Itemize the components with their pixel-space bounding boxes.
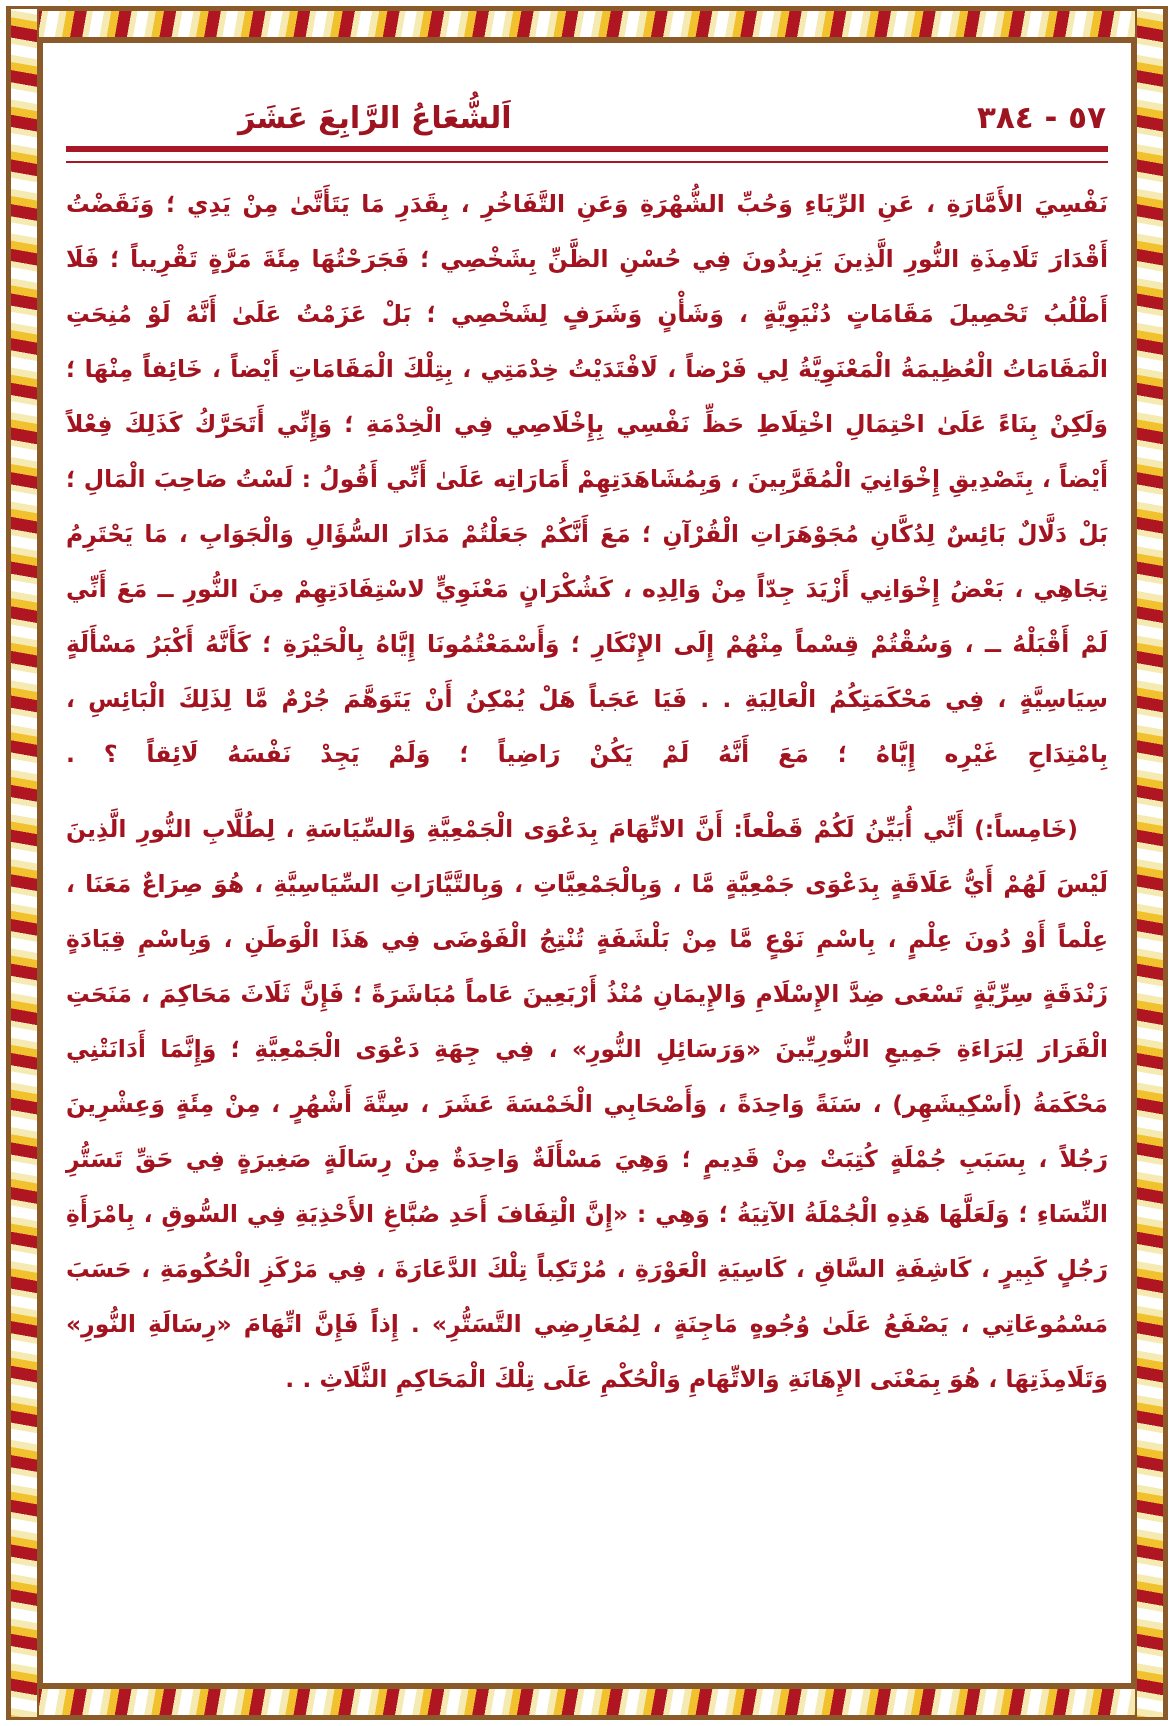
body-text: [62, 163, 1112, 1407]
paragraph-2: (خَامِساً:) أَنِّي أُبَيِّنُ لَكُمْ قَطْعاً: أَنَّ الاتِّهَامَ بِدَعْوَى الْجَمْعِيَّةِ وَالسِّيَاسَةِ ، لِطُلَّابِ النُّورِ الَّذِينَ لَيْسَ لَهُمْ أَيُّ عَلَاقَةٍ بِدَعْوَى جَمْعِيَّةٍ مَّا ، وَبِالْجَمْعِيَّاتِ ، وَبِالتَّيَّارَاتِ السِّيَاسِيَّةِ ، هُوَ صِرَاعٌ مَعَنَا ، عِلْماً أَوْ دُونَ عِلْمٍ ، بِاسْمِ نَوْعٍ مَّا مِنْ بَلْشَفَةٍ تُنْتِجُ الْفَوْضَى فِي هَذَا الْوَطَنِ ، وَبِاسْمِ قِيَادَةٍ زَنْدَقَةٍ سِرِّيَّةٍ تَسْعَى ضِدَّ الإِسْلَامِ وَالإِيمَانِ مُنْذُ أَرْبَعِينَ عَاماً مُبَاشَرَةً ؛ فَإِنَّ ثَلَاثَ مَحَاكِمَ ، مَنَحَتِ الْقَرَارَ لِبَرَاءَةِ جَمِيعِ النُّورِيِّينَ «وَرَسَائِلِ النُّورِ» ، فِي جِهَةِ دَعْوَى الْجَمْعِيَّةِ ؛ وَإِنَّمَا أَدَانَتْنِي مَحْكَمَةُ (أَسْكِيشَهِر) ، سَنَةً وَاحِدَةً ، وَأَصْحَابِي الْخَمْسَةَ عَشَرَ ، سِتَّةَ أَشْهُرٍ ، مِنْ مِئَةٍ وَعِشْرِينَ رَجُلاً ، بِسَبَبِ جُمْلَةٍ كُتِبَتْ مِنْ قَدِيمٍ ؛ وَهِيَ مَسْأَلَةٌ وَاحِدَةٌ مِنْ رِسَالَةٍ صَغِيرَةٍ فِي حَقِّ تَسَتُّرِ النِّسَاءِ ؛ وَلَعَلَّهَا هَذِهِ الْجُمْلَةُ الآتِيَةُ ؛ وَهِي : «إِنَّ الْتِفَافَ أَحَدِ صُبَّاغِ الأَحْذِيَةِ فِي السُّوقِ ، بِامْرَأَةِ رَجُلٍ كَبِيرٍ ، كَاشِفَةِ السَّاقِ ، كَاسِيَةِ الْعَوْرَةِ ، مُرْتَكِباً تِلْكَ الدَّعَارَةَ ، فِي مَرْكَزِ الْحُكُومَةِ ، حَسَبَ مَسْمُوعَاتِي ، يَصْفَعُ عَلَىٰ وُجُوهٍ مَاجِنَةٍ ، لِمُعَارِضِي التَّسَتُّرِ» . إِذاً فَإِنَّ اتِّهَامَ «رِسَالَةِ النُّورِ» وَتَلَامِذَتِهَا ، هُوَ بِمَعْنَى الإِهَانَةِ وَالاتِّهَامِ وَالْحُكْمِ عَلَى تِلْكَ الْمَحَاكِمِ الثَّلَاثِ . .: [66, 815, 1108, 1393]
page-number: ٥٧ - ٣٨٤: [976, 100, 1106, 136]
ornamental-border-top: [9, 9, 1165, 39]
ornamental-border-bottom: [9, 1687, 1165, 1717]
chapter-title: اَلشُّعَاعُ الرَّابِعَ عَشَرَ: [238, 101, 512, 136]
page-content: [48, 48, 1126, 1678]
header-divider-rule: [66, 146, 1108, 163]
ornamental-border-left: [9, 9, 39, 1717]
paragraph-1: نَفْسِيَ الأَمَّارَةِ ، عَنِ الرِّيَاءِ وَحُبِّ الشُّهْرَةِ وَعَنِ التَّفَاخُرِ ، بِقَدَرِ مَا يَتَأَتَّىٰ مِنْ يَدِي ؛ وَنَقَضْتُ أَقْدَارَ تَلَامِذَةِ النُّورِ الَّذِينَ يَزِيدُونَ فِي حُسْنِ الظَّنِّ بِشَخْصِي ؛ فَجَرَحْتُهَا مِئَةَ مَرَّةٍ تَقْرِيباً ؛ فَلَا أَطْلُبُ تَحْصِيلَ مَقَامَاتٍ دُنْيَوِيَّةٍ ، وَشَأْنٍ وَشَرَفٍ لِشَخْصِي ؛ بَلْ عَزَمْتُ عَلَىٰ أَنَّهُ لَوْ مُنِحَتِ الْمَقَامَاتُ الْعُظِيمَةُ الْمَعْنَوِيَّةُ لِي فَرْضاً ، لَافْتَدَيْتُ خِدْمَتِي ، بِتِلْكَ الْمَقَامَاتِ أَيْضاً ، خَائِفاً مِنْهَا ؛ وَلَكِنْ بِنَاءً عَلَىٰ احْتِمَالِ اخْتِلَاطِ حَظِّ نَفْسِي بِإِخْلَاصِي فِي الْخِدْمَةِ ؛ وَإِنِّي أَتَحَرَّكُ كَذَلِكَ فِعْلاً أَيْضاً ، بِتَصْدِيقِ إِخْوَانِيَ الْمُقَرَّبِينَ ، وَبِمُشَاهَدَتِهِمْ أَمَارَاتِه عَلَىٰ أَنِّي أَقُولُ : لَسْتُ صَاحِبَ الْمَالِ ؛ بَلْ دَلَّالٌ بَائِسٌ لِدُكَّانِ مُجَوْهَرَاتِ الْقُرْآنِ ؛ مَعَ أَنَّكُمْ جَعَلْتُمْ مَدَارَ السُّؤَالِ وَالْجَوَابِ ، مَا يَحْتَرِمُ تِجَاهِي ، بَعْضُ إِخْوَانِي أَزْيَدَ جِدّاً مِنْ وَالِدِه ، كَشُكْرَانٍ مَعْنَوِيٍّ لاسْتِفَادَتِهِمْ مِنَ النُّورِ ــ مَعَ أَنِّي لَمْ أَقْبَلْهُ ــ ، وَسُقْتُمْ قِسْماً مِنْهُمْ إِلَى الإِنْكَارِ ؛ وَأَسْمَعْتُمُونَا إِيَّاهُ بِالْحَيْرَةِ ؛ كَأَنَّهُ أَكْبَرُ مَسْأَلَةٍ سِيَاسِيَّةٍ ، فِي مَحْكَمَتِكُمُ الْعَالِيَةِ . . فَيَا عَجَباً هَلْ يُمْكِنُ أَنْ يَتَوَهَّمَ جُرْمٌ مَّا لِذَلِكَ الْبَائِسِ ، بِامْتِدَاحِ غَيْرِه إِيَّاهُ ؛ مَعَ أَنَّهُ لَمْ يَكُنْ رَاضِياً ؛ وَلَمْ يَجِدْ نَفْسَهُ لَائِقاً ؟ .: [66, 190, 1108, 768]
ornamental-border-right: [1135, 9, 1165, 1717]
page-header: [62, 74, 1112, 136]
